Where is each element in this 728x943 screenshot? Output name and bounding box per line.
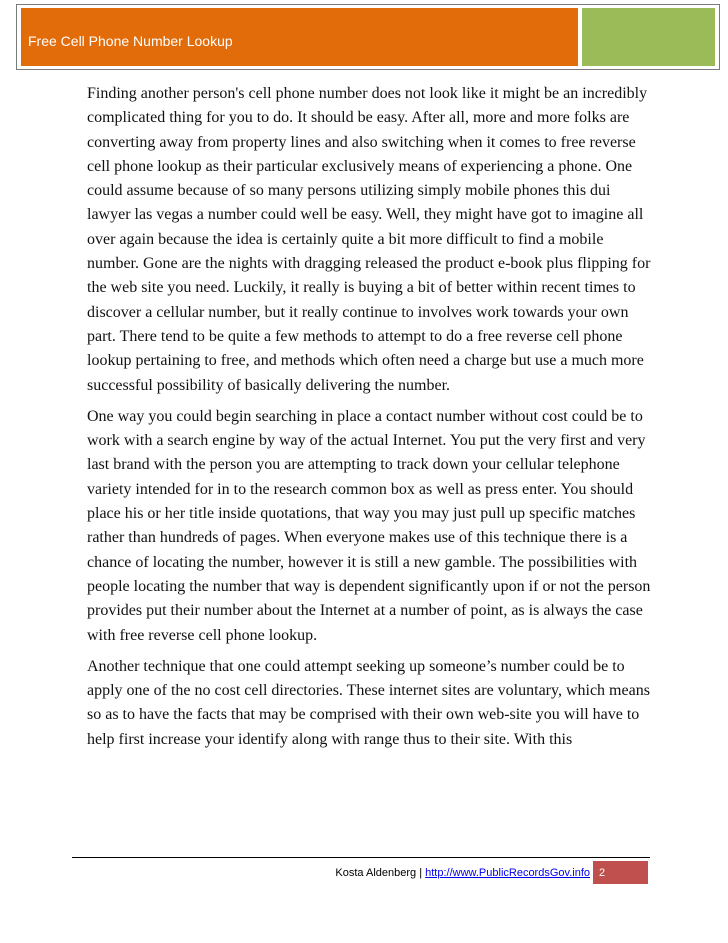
footer-link[interactable]: http://www.PublicRecordsGov.info xyxy=(425,867,590,879)
paragraph: One way you could begin searching in place a contact number without cost could be to work with a search engine by way of the actual Internet. You put the very first and very last brand with the person you are attempting to track down your cellular telephone variety intended for in to the research common box as well as press enter. You should place his or her title inside quotations, that way you may just pull up specific matches rather than hundreds of pages. When everyone makes use of this technique there is a chance of locating the number, however it is still a new gamble. The possibilities with people locating the number that way is dependent significantly upon if or not the person provides put their number about the Internet at a number of point, as is always the case with free reverse cell phone lookup. xyxy=(87,407,651,644)
footer-divider xyxy=(72,857,650,858)
paragraph: Finding another person's cell phone number does not look like it might be an incredibly complicated thing for you to do. It should be easy. After all, more and more folks are converting away from property lines and also switching when it comes to free reverse cell phone lookup as their particular exclusively means of experiencing a phone. One could assume because of so many persons utilizing simply mobile phones this dui lawyer las vegas a number could well be easy. Well, they might have got to imagine all over again because the idea is certainly quite a bit more difficult to find a mobile number. Gone are the nights with dragging released the product e-book plus flipping for the web site you need. Luckily, it really is buying a bit of better within recent times to discover a cellular number, but it really continue to involves work towards your own part. There tend to be quite a few methods to attempt to do a free reverse cell phone lookup pertaining to free, and methods which often need a charge but use a much more successful possibility of basically delivering the number. xyxy=(87,85,651,394)
footer xyxy=(300,866,590,880)
document-body xyxy=(87,82,657,759)
header-title: Free Cell Phone Number Lookup xyxy=(28,33,233,49)
page-number: 2 xyxy=(599,867,606,879)
header-accent-block xyxy=(582,8,715,66)
paragraph: Another technique that one could attempt seeking up someone’s number could be to apply one of the no cost cell directories. These internet sites are voluntary, which means so as to have the facts that may be comprised with their own web-site you will have to help first increase your identify along with range thus to their site. With this xyxy=(87,657,650,748)
footer-author: Kosta Aldenberg xyxy=(335,867,417,879)
footer-separator: | xyxy=(416,867,426,879)
